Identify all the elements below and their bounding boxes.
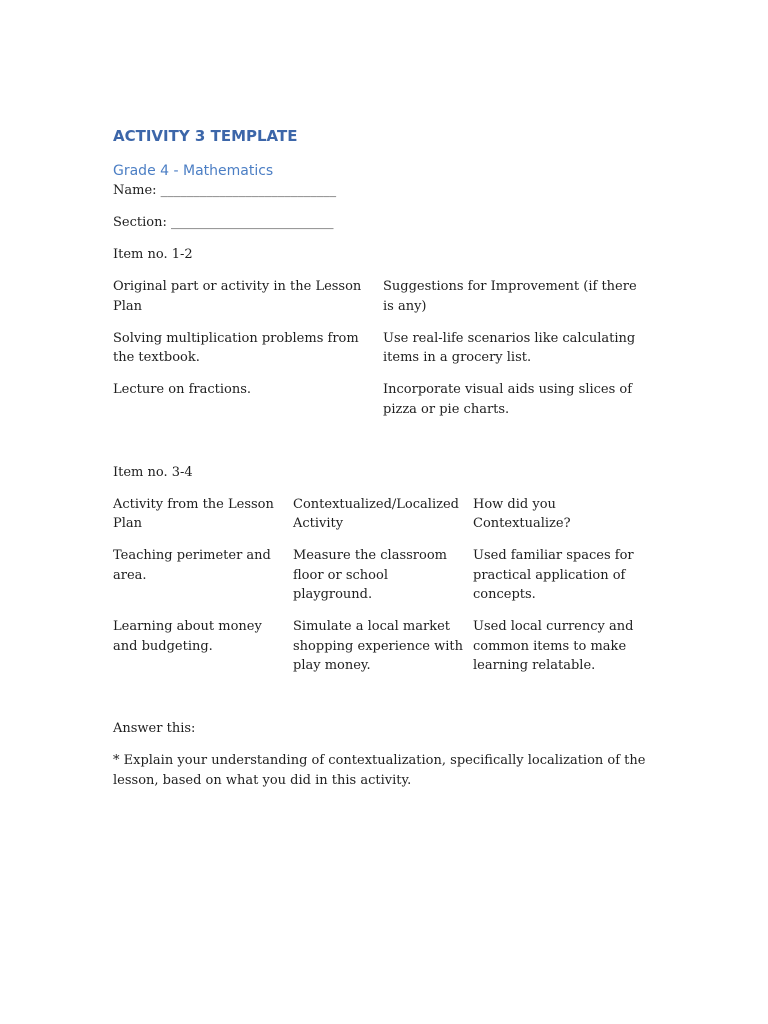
table2-cell: Teaching perimeter and area. xyxy=(113,548,271,583)
table1-cell: Lecture on fractions. xyxy=(113,382,252,397)
table2-cell: Learning about money and budgeting. xyxy=(113,619,262,654)
document-title: ACTIVITY 3 TEMPLATE xyxy=(113,127,298,145)
spacer xyxy=(113,688,658,719)
question-text: * Explain your understanding of contextualization, specifically localization of the lesson, based on what you did in this activity. xyxy=(113,753,650,788)
answer-label: Answer this: xyxy=(113,721,196,736)
item-3-4-label: Item no. 3-4 xyxy=(113,464,193,480)
table2-cell: Measure the classroom floor or school playground. xyxy=(293,548,447,602)
item-1-2-label: Item no. 1-2 xyxy=(113,247,193,262)
table1-cell: Solving multiplication problems from the textbook. xyxy=(113,330,359,365)
spacer xyxy=(113,432,658,463)
table2-header-cell: Activity from the Lesson Plan xyxy=(113,496,274,531)
table2-row xyxy=(113,617,658,676)
table1-cell: Incorporate visual aids using slices of pizza or pie charts. xyxy=(383,382,633,417)
table1-header-cell: Original part or activity in the Lesson Plan xyxy=(113,279,362,314)
document-body xyxy=(113,125,658,803)
table2-row xyxy=(113,546,658,605)
table2-cell: Used local currency and common items to make learning relatable. xyxy=(473,619,634,673)
table1-header-row xyxy=(113,277,658,316)
table2-cell: Simulate a local market shopping experience with play money. xyxy=(293,619,463,673)
table2-header-cell: Contextualized/Localized Activity xyxy=(293,496,459,531)
table1-row xyxy=(113,380,658,419)
table2-cell: Used familiar spaces for practical application of concepts. xyxy=(473,548,634,602)
section-line: Section: _________________________ xyxy=(113,215,334,230)
table1-cell: Use real-life scenarios like calculating items in a grocery list. xyxy=(383,330,636,365)
table1-header-cell: Suggestions for Improvement (if there is any) xyxy=(383,279,637,314)
table2-header-row xyxy=(113,495,658,534)
document-subtitle: Grade 4 - Mathematics xyxy=(113,163,274,179)
name-line: Name: ___________________________ xyxy=(113,183,337,198)
table2-header-cell: How did you Contextualize? xyxy=(473,496,571,531)
table1-row xyxy=(113,329,658,368)
